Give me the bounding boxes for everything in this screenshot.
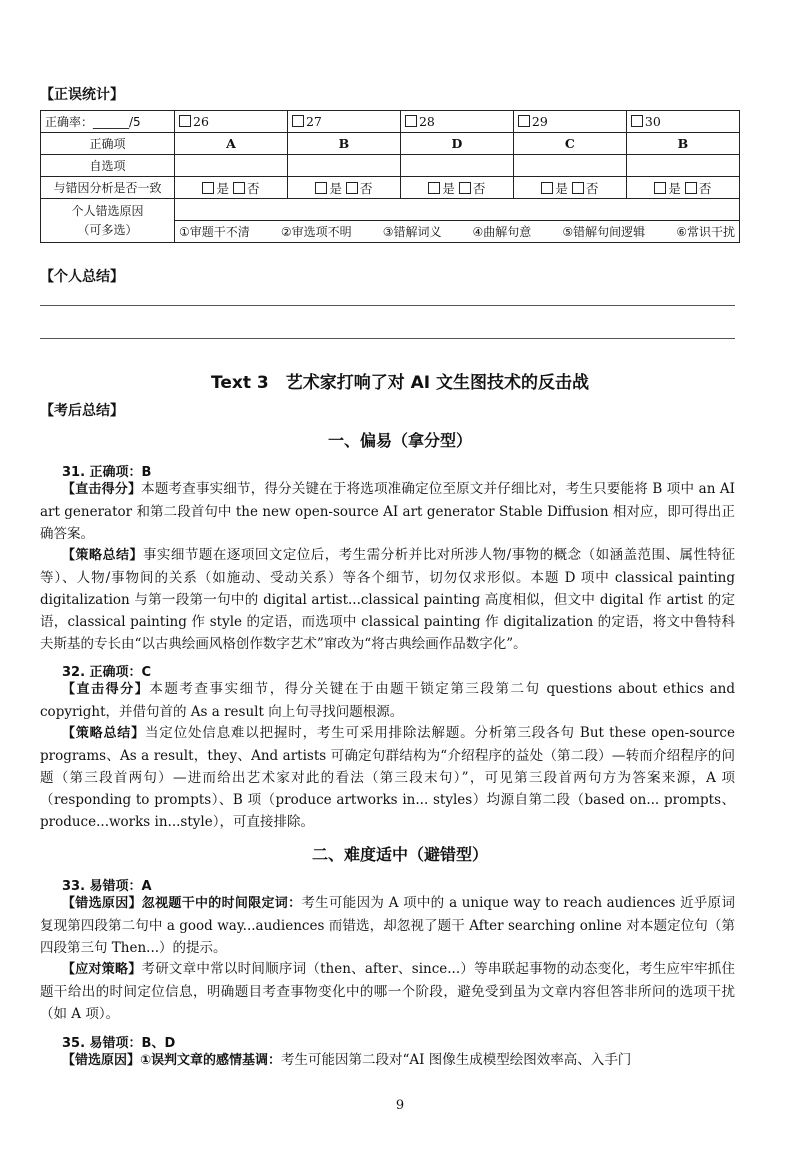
self-answer-cell[interactable] (400, 155, 513, 177)
yes-no-cell[interactable]: 是 否 (400, 177, 513, 199)
consistent-label: 与错因分析是否一致 (41, 177, 175, 199)
correct-answer: A (175, 133, 288, 155)
yes-no-cell[interactable]: 是 否 (626, 177, 739, 199)
table-row (41, 133, 740, 155)
summary-line[interactable] (40, 305, 735, 306)
yes-no-cell[interactable]: 是 否 (175, 177, 288, 199)
checkbox-icon[interactable] (459, 182, 471, 194)
checkbox-icon (179, 115, 191, 127)
correct-answer: B (626, 133, 739, 155)
accuracy-cell: 正确率：______/5 (41, 111, 175, 133)
correct-answer: C (513, 133, 626, 155)
checkbox-icon[interactable] (541, 182, 553, 194)
section-heading: 一、偏易（拿分型） (327, 431, 472, 450)
question-31: 31. 正确项：B (62, 465, 152, 480)
self-answer-cell[interactable] (513, 155, 626, 177)
yes-no-cell[interactable]: 是 否 (287, 177, 400, 199)
reason-option[interactable]: ③错解词义 (382, 225, 442, 239)
checkbox-icon[interactable] (315, 182, 327, 194)
reason-option[interactable]: ④曲解句意 (472, 225, 532, 239)
after-exam-heading: 【考后总结】 (40, 403, 124, 419)
text3-title: Text 3 艺术家打响了对 AI 文生图技术的反击战 (210, 373, 590, 393)
page-number: 9 (395, 1098, 405, 1113)
table-row (41, 111, 740, 133)
reason-blank-cell[interactable] (175, 199, 740, 221)
checkbox-icon (292, 115, 304, 127)
question-cell: 30 (626, 111, 739, 133)
checkbox-icon[interactable] (202, 182, 214, 194)
correct-answer: B (287, 133, 400, 155)
reason-option[interactable]: ⑤错解句间逻辑 (562, 225, 646, 239)
checkbox-icon (518, 115, 530, 127)
checkbox-icon[interactable] (428, 182, 440, 194)
reason-label: 个人错选原因 （可多选） (41, 199, 175, 243)
question-33: 33. 易错项：A (62, 879, 152, 894)
reason-option[interactable]: ⑥常识干扰 (676, 225, 735, 239)
correct-answer: D (400, 133, 513, 155)
stats-table (40, 110, 740, 243)
reasons-cell (175, 221, 740, 243)
table-row (41, 177, 740, 199)
reason-option[interactable]: ①审题干不清 (179, 225, 250, 239)
paragraph: 【直击得分】本题考查事实细节，得分关键在于由题干锁定第三段第二句 questions about ethics and copyright，并借句首的 As a result 向上句寻找问题根源。 (40, 681, 735, 720)
checkbox-icon[interactable] (346, 182, 358, 194)
checkbox-icon[interactable] (233, 182, 245, 194)
checkbox-icon[interactable] (654, 182, 666, 194)
reason-option[interactable]: ②审选项不明 (280, 225, 352, 239)
checkbox-icon (405, 115, 417, 127)
self-answer-cell[interactable] (626, 155, 739, 177)
question-cell: 28 (400, 111, 513, 133)
paragraph: 【策略总结】当定位处信息难以把握时，考生可采用排除法解题。分析第三段各句 But these open-source programs、As a result，they、And artists 可确定句群结构为“介绍程序的益处（第二段）—转而介绍程序的问题（第三段首两句）—进而给出艺术家对此的看法（第三段末句）”，可见第三段首两句方为答案来源，A 项（responding to prompts）、B 项（produce artworks in... styles）均源自第二段（based on... prompts、produce...works in...style），可直接排除。 (40, 725, 735, 830)
paragraph: 【错选原因】忽视题干中的时间限定词：考生可能因为 A 项中的 a unique way to reach audiences 近乎原词复现第四段第二句中 a good way...audiences 而错选，却忽视了题干 After searching online 对本题定位句（第四段第三句 Then...）的提示。 (40, 895, 735, 956)
question-cell: 26 (175, 111, 288, 133)
checkbox-icon[interactable] (572, 182, 584, 194)
checkbox-icon (631, 115, 643, 127)
question-cell: 29 (513, 111, 626, 133)
summary-heading: 【个人总结】 (40, 269, 124, 285)
self-label: 自选项 (41, 155, 175, 177)
paragraph: 【策略总结】事实细节题在逐项回文定位后，考生需分析并比对所涉人物/事物的概念（如涵盖范围、属性特征等）、人物/事物间的关系（如施动、受动关系）等各个细节，切勿仅求形似。本题 D 项中 classical painting digitalization 与第一段第一句中的 digital artist...classical painting 高度相似，但文中 digital 作 artist 的定语，classical painting 作 style 的定语，而选项中 classical painting 作 digitalization 的定语，将文中鲁特科夫斯基的专长由“以古典绘画风格创作数字艺术”窜改为“将古典绘画作品数字化”。 (40, 547, 735, 652)
stats-heading: 【正误统计】 (40, 87, 124, 103)
self-answer-cell[interactable] (287, 155, 400, 177)
self-answer-cell[interactable] (175, 155, 288, 177)
paragraph: 【直击得分】本题考查事实细节，得分关键在于将选项准确定位至原文并仔细比对，考生只要能将 B 项中 an AI art generator 和第二段首句中 the new open-source AI art generator Stable Diffusion 相对应，即可得出正确答案。 (40, 481, 735, 542)
table-row (41, 155, 740, 177)
section-heading: 二、难度适中（避错型） (311, 845, 488, 864)
question-cell: 27 (287, 111, 400, 133)
paragraph: 【应对策略】考研文章中常以时间顺序词（then、after、since...）等串联起事物的动态变化，考生应牢牢抓住题干给出的时间定位信息，明确题目考查事物变化中的哪一个阶段，避免受到虽为文章内容但答非所问的选项干扰（如 A 项）。 (40, 961, 735, 1022)
correct-label: 正确项 (41, 133, 175, 155)
table-row (41, 199, 740, 221)
checkbox-icon[interactable] (685, 182, 697, 194)
question-32: 32. 正确项：C (62, 665, 152, 680)
question-35: 35. 易错项：B、D (62, 1036, 176, 1051)
summary-line[interactable] (40, 338, 735, 339)
paragraph: 【错选原因】①误判文章的感情基调：考生可能因第二段对“AI 图像生成模型绘图效率高、入手门 (62, 1052, 632, 1068)
yes-no-cell[interactable]: 是 否 (513, 177, 626, 199)
